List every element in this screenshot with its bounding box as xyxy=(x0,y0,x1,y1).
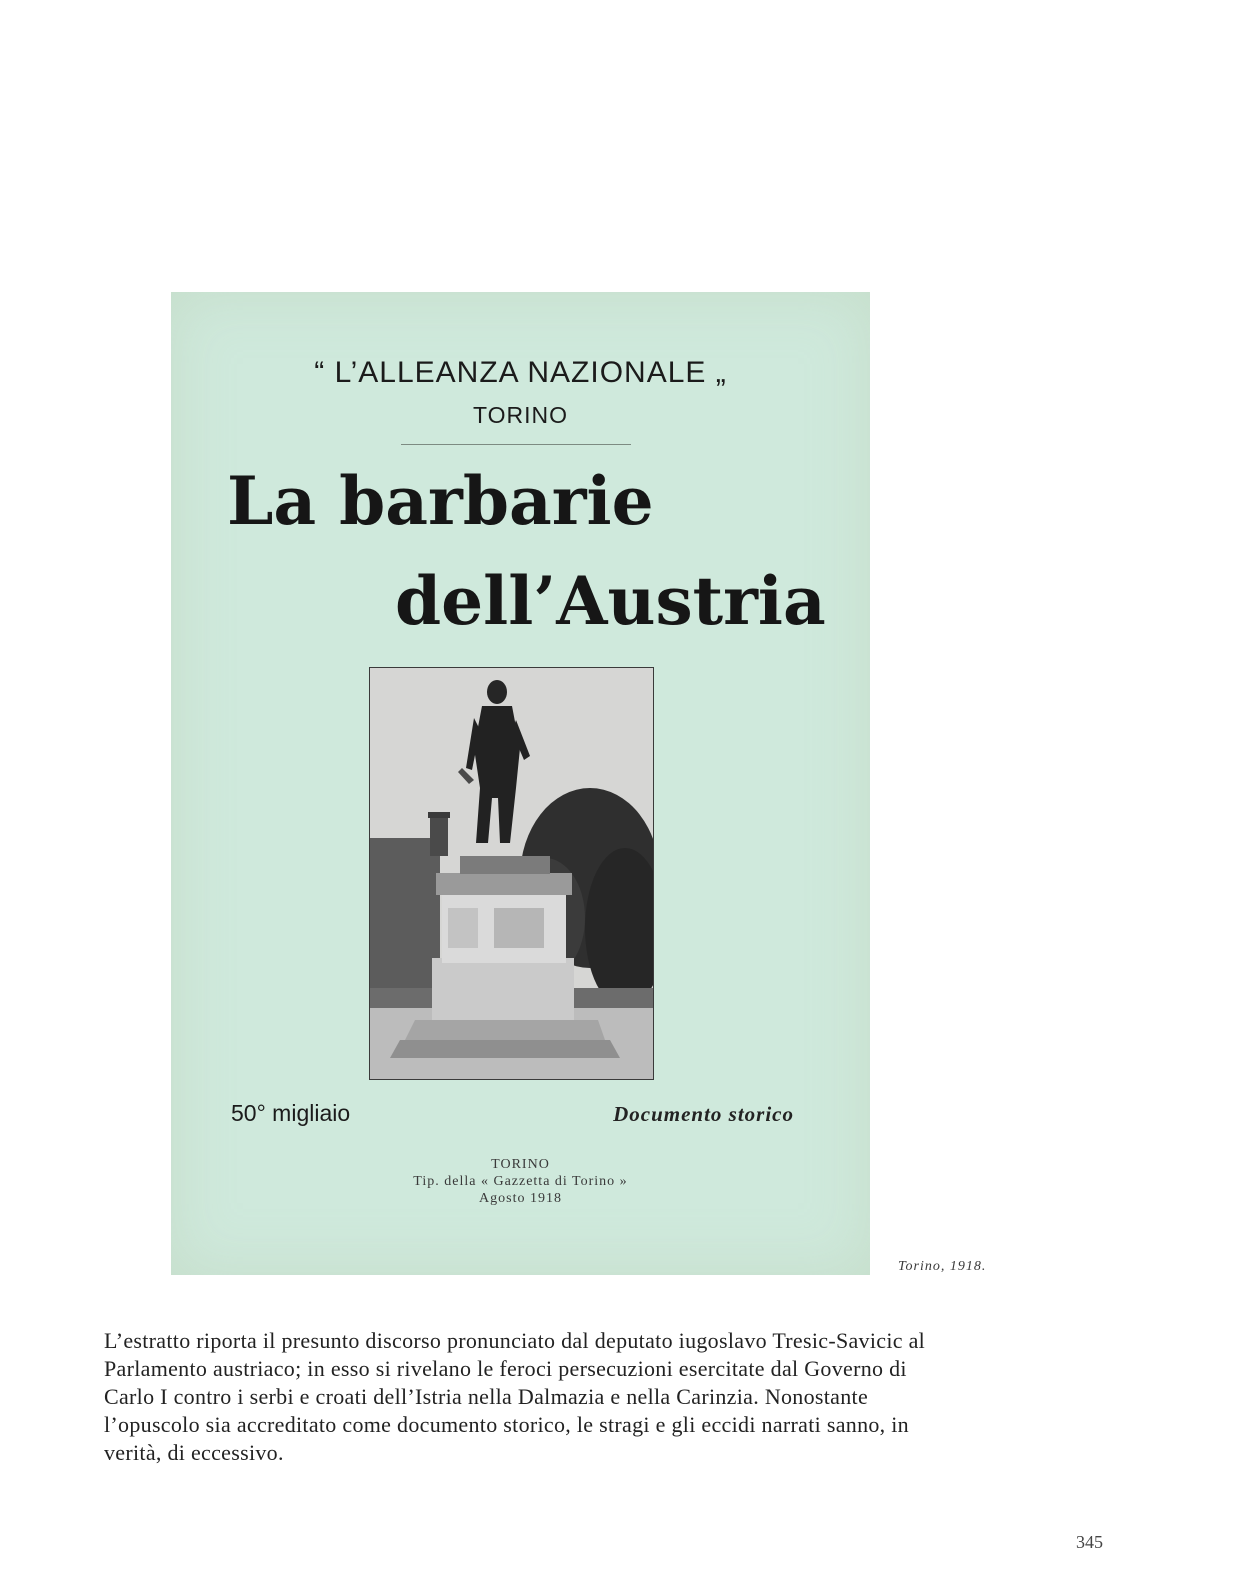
cover-title-line1: La barbarie xyxy=(227,462,654,540)
body-line: Carlo I contro i serbi e croati dell’Istria nella Dalmazia e nella Carinzia. Nonostante xyxy=(104,1384,869,1409)
monument-photo xyxy=(369,667,654,1080)
imprint-date: Agosto 1918 xyxy=(479,1191,562,1206)
cover-title-line2: dell’Austria xyxy=(395,562,826,640)
imprint-printer: Tip. della « Gazzetta di Torino » xyxy=(413,1174,628,1189)
imprint-city: TORINO xyxy=(491,1157,550,1172)
body-line: l’opuscolo sia accreditato come documento storico, le stragi e gli eccidi narrati sanno, in xyxy=(104,1412,909,1437)
cover-edition: 50° migliaio xyxy=(231,1100,351,1126)
pamphlet-cover xyxy=(171,292,870,1275)
figure-caption: Torino, 1918. xyxy=(898,1259,987,1274)
cover-organization: “ L’ALLEANZA NAZIONALE „ xyxy=(314,356,727,389)
body-line: verità, di eccessivo. xyxy=(104,1440,284,1465)
cover-imprint xyxy=(171,1156,870,1207)
page-number: 345 xyxy=(1076,1532,1103,1552)
cover-city: TORINO xyxy=(472,402,569,428)
body-line: L’estratto riporta il presunto discorso pronunciato dal deputato iugoslavo Tresic-Savicic al xyxy=(104,1328,926,1353)
body-paragraph xyxy=(104,1327,1104,1467)
cover-document-type: Documento storico xyxy=(613,1102,794,1126)
body-line: Parlamento austriaco; in esso si rivelano le feroci persecuzioni esercitate dal Governo di xyxy=(104,1356,907,1381)
cover-divider xyxy=(401,444,631,445)
